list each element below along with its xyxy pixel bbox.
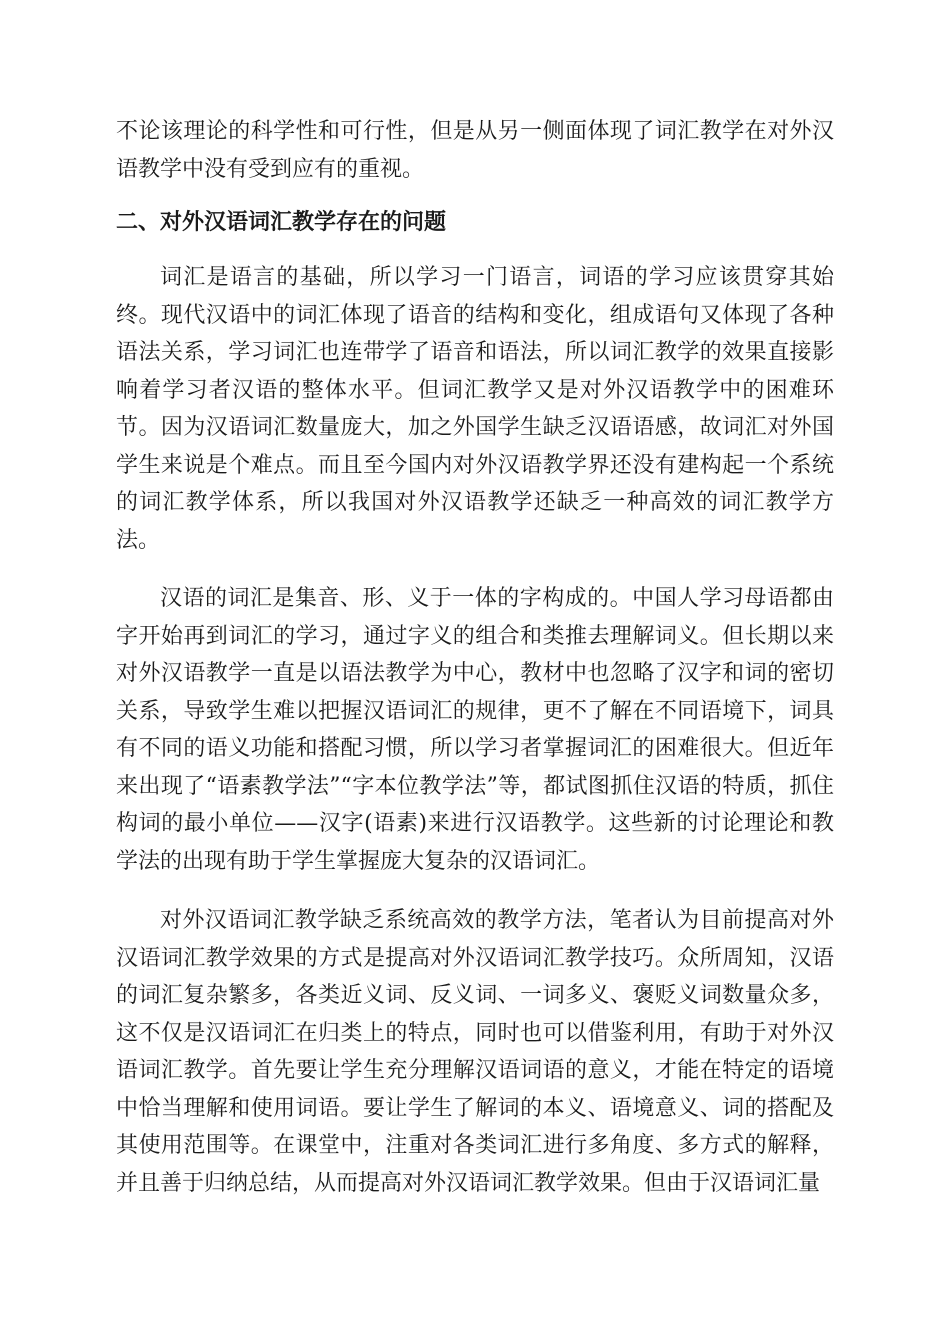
- section-heading: 二、对外汉语词汇教学存在的问题: [116, 210, 447, 235]
- paragraph-teaching-methods: 对外汉语词汇教学缺乏系统高效的教学方法，笔者认为目前提高对外汉语词汇教学效果的方式是提高对外汉语词汇教学技巧。众所周知，汉语的词汇复杂繁多，各类近义词、反义词、一词多义、褒贬义词数量众多，这不仅是汉语词汇在归类上的特点，同时也可以借鉴利用，有助于对外汉语词汇教学。首先要让学生充分理解汉语词语的意义，才能在特定的语境中恰当理解和使用词语。要让学生了解词的本义、语境意义、词的搭配及其使用范围等。在课堂中，注重对各类词汇进行多角度、多方式的解释，并且善于归纳总结，从而提高对外汉语词汇教学效果。但由于汉语词汇量: [116, 908, 834, 1196]
- paragraph-character-composition: 汉语的词汇是集音、形、义于一体的字构成的。中国人学习母语都由字开始再到词汇的学习，通过字义的组合和类推去理解词义。但长期以来对外汉语教学一直是以语法教学为中心，教材中也忽略了汉字和词的密切关系，导致学生难以把握汉语词汇的规律，更不了解在不同语境下，词具有不同的语义功能和搭配习惯，所以学习者掌握词汇的困难很大。但近年来出现了“语素教学法”“字本位教学法”等，都试图抓住汉语的特质，抓住构词的最小单位——汉字(语素)来进行汉语教学。这些新的讨论理论和教学法的出现有助于学生掌握庞大复杂的汉语词汇。: [116, 586, 834, 874]
- paragraph-vocabulary-basis: 词汇是语言的基础，所以学习一门语言，词语的学习应该贯穿其始终。现代汉语中的词汇体现了语音的结构和变化，组成语句又体现了各种语法关系，学习词汇也连带学了语音和语法，所以词汇教学的效果直接影响着学习者汉语的整体水平。但词汇教学又是对外汉语教学中的困难环节。因为汉语词汇数量庞大，加之外国学生缺乏汉语语感，故词汇对外国学生来说是个难点。而且至今国内对外汉语教学界还没有建构起一个系统的词汇教学体系，所以我国对外汉语教学还缺乏一种高效的词汇教学方法。: [116, 265, 834, 553]
- paragraph-continuation: 不论该理论的科学性和可行性，但是从另一侧面体现了词汇教学在对外汉语教学中没有受到应有的重视。: [116, 119, 834, 182]
